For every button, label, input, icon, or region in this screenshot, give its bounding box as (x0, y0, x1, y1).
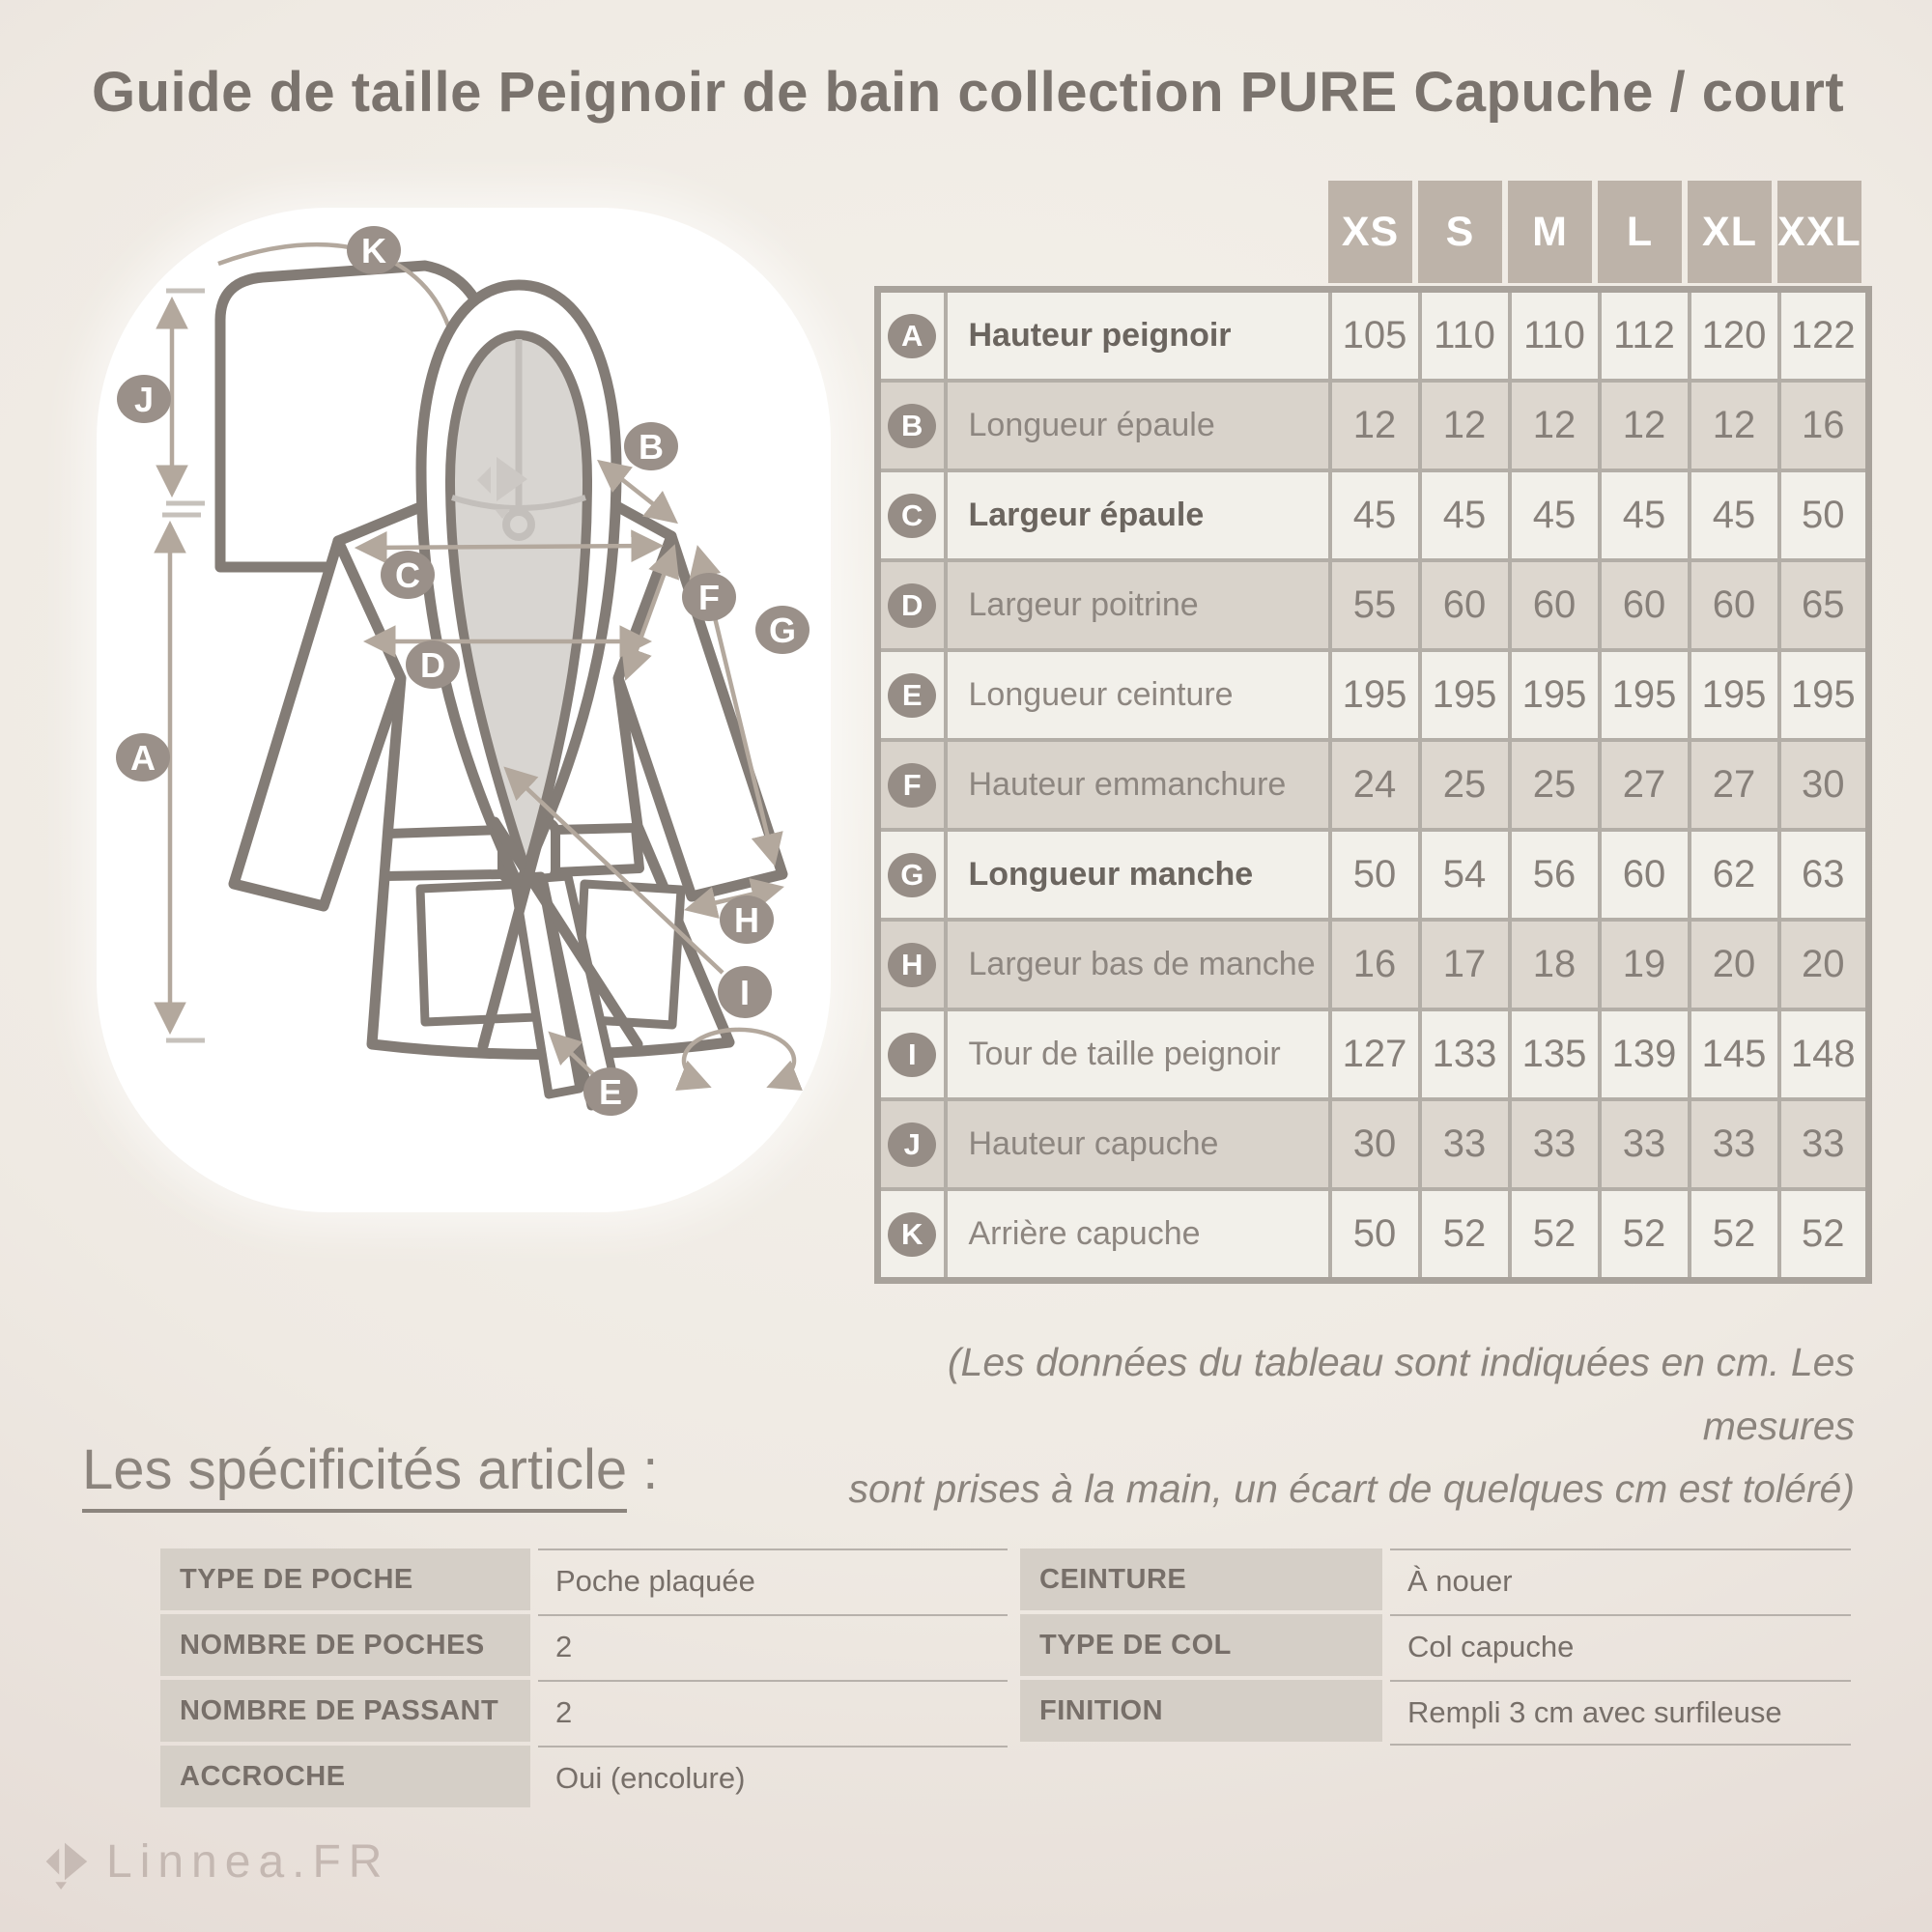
badge-E (583, 1067, 638, 1116)
svg-text:B: B (639, 427, 664, 467)
spec-value: Poche plaquée (538, 1548, 1008, 1612)
size-row-C (878, 470, 1869, 560)
row-letter-badge-E: E (888, 673, 936, 718)
size-row-E (878, 650, 1869, 740)
value-F-S: 25 (1420, 740, 1510, 830)
badge-G (755, 606, 810, 654)
value-H-XL: 20 (1690, 920, 1779, 1009)
value-B-XS: 12 (1330, 381, 1420, 470)
spec-value: À nouer (1390, 1548, 1851, 1612)
value-C-S: 45 (1420, 470, 1510, 560)
value-F-XS: 24 (1330, 740, 1420, 830)
value-J-S: 33 (1420, 1099, 1510, 1189)
value-A-M: 110 (1510, 290, 1600, 382)
value-A-S: 110 (1420, 290, 1510, 382)
value-C-XL: 45 (1690, 470, 1779, 560)
size-row-H (878, 920, 1869, 1009)
value-E-XS: 195 (1330, 650, 1420, 740)
value-F-XL: 27 (1690, 740, 1779, 830)
value-C-XS: 45 (1330, 470, 1420, 560)
badge-B (624, 422, 678, 470)
spec-label: TYPE DE POCHE (160, 1548, 530, 1610)
value-G-S: 54 (1420, 830, 1510, 920)
row-letter-cell (878, 650, 946, 740)
value-K-XL: 52 (1690, 1189, 1779, 1281)
value-I-S: 133 (1420, 1009, 1510, 1099)
value-J-M: 33 (1510, 1099, 1600, 1189)
row-letter-badge-F: F (888, 763, 936, 808)
value-F-M: 25 (1510, 740, 1600, 830)
value-D-XL: 60 (1690, 560, 1779, 650)
value-B-XL: 12 (1690, 381, 1779, 470)
value-J-XS: 30 (1330, 1099, 1420, 1189)
badge-I (718, 966, 772, 1018)
value-E-S: 195 (1420, 650, 1510, 740)
value-E-M: 195 (1510, 650, 1600, 740)
value-I-XXL: 148 (1779, 1009, 1869, 1099)
svg-text:J: J (133, 380, 155, 419)
size-row-J (878, 1099, 1869, 1189)
size-row-A (878, 290, 1869, 382)
row-letter-cell (878, 920, 946, 1009)
note-line-2: sont prises à la main, un écart de quelques cm est toléré) (848, 1466, 1855, 1512)
value-J-XXL: 33 (1779, 1099, 1869, 1189)
value-B-S: 12 (1420, 381, 1510, 470)
value-E-L: 195 (1600, 650, 1690, 740)
size-row-K (878, 1189, 1869, 1281)
svg-text:F: F (698, 578, 720, 617)
value-B-XXL: 16 (1779, 381, 1869, 470)
size-header-row (1325, 181, 1864, 283)
row-letter-badge-G: G (888, 853, 936, 897)
spec-value: Col capuche (1390, 1614, 1851, 1678)
measurement-note (792, 1331, 1855, 1521)
value-E-XXL: 195 (1779, 650, 1869, 740)
belt-left (384, 830, 502, 876)
row-letter-cell (878, 1189, 946, 1281)
measure-label: Largeur poitrine (946, 560, 1330, 650)
badge-D (406, 640, 460, 689)
measure-label: Arrière capuche (946, 1189, 1330, 1281)
value-I-M: 135 (1510, 1009, 1600, 1099)
specs-heading (82, 1437, 658, 1502)
badge-K (347, 226, 401, 274)
value-H-XS: 16 (1330, 920, 1420, 1009)
value-E-XL: 195 (1690, 650, 1779, 740)
value-K-S: 52 (1420, 1189, 1510, 1281)
brand-logo (37, 1833, 389, 1889)
measure-label: Hauteur emmanchure (946, 740, 1330, 830)
row-letter-cell (878, 830, 946, 920)
value-C-XXL: 50 (1779, 470, 1869, 560)
row-letter-badge-A: A (888, 314, 936, 358)
badge-H (720, 895, 774, 944)
size-column-header-L: L (1598, 181, 1682, 283)
row-letter-badge-I: I (888, 1033, 936, 1077)
svg-text:K: K (361, 231, 386, 270)
value-B-M: 12 (1510, 381, 1600, 470)
value-D-XXL: 65 (1779, 560, 1869, 650)
measure-label: Longueur manche (946, 830, 1330, 920)
value-K-XS: 50 (1330, 1189, 1420, 1281)
row-letter-cell (878, 1009, 946, 1099)
svg-text:I: I (739, 973, 751, 1012)
size-column-header-XXL: XXL (1777, 181, 1861, 283)
value-K-L: 52 (1600, 1189, 1690, 1281)
svg-text:D: D (420, 645, 445, 685)
value-D-L: 60 (1600, 560, 1690, 650)
row-letter-badge-D: D (888, 583, 936, 628)
spec-label: FINITION (1020, 1680, 1382, 1742)
value-C-L: 45 (1600, 470, 1690, 560)
svg-text:E: E (598, 1072, 623, 1112)
size-column-header-M: M (1508, 181, 1592, 283)
size-row-I (878, 1009, 1869, 1099)
row-letter-cell (878, 740, 946, 830)
value-H-XXL: 20 (1779, 920, 1869, 1009)
value-J-XL: 33 (1690, 1099, 1779, 1189)
spec-value: Oui (encolure) (538, 1746, 1008, 1809)
value-C-M: 45 (1510, 470, 1600, 560)
value-G-XL: 62 (1690, 830, 1779, 920)
value-D-XS: 55 (1330, 560, 1420, 650)
measure-label: Hauteur capuche (946, 1099, 1330, 1189)
specs-heading-colon: : (627, 1438, 659, 1501)
svg-text:A: A (130, 738, 156, 778)
measure-arrow-C (359, 546, 659, 548)
spec-label: CEINTURE (1020, 1548, 1382, 1610)
measure-label: Longueur épaule (946, 381, 1330, 470)
size-row-G (878, 830, 1869, 920)
value-A-L: 112 (1600, 290, 1690, 382)
value-G-L: 60 (1600, 830, 1690, 920)
value-K-M: 52 (1510, 1189, 1600, 1281)
size-column-header-S: S (1418, 181, 1502, 283)
specs-table-right (1020, 1548, 1851, 1746)
row-letter-badge-J: J (888, 1122, 936, 1167)
row-letter-cell (878, 290, 946, 382)
row-letter-cell (878, 381, 946, 470)
brand-logo-icon (37, 1833, 93, 1889)
svg-text:C: C (395, 555, 420, 595)
specs-table-left (160, 1548, 1008, 1809)
page-title: Guide de taille Peignoir de bain collection PURE Capuche / court (92, 61, 1845, 124)
badge-F (682, 573, 736, 621)
size-column-header-XS: XS (1328, 181, 1412, 283)
value-I-XL: 145 (1690, 1009, 1779, 1099)
waist-rotation-arrow (684, 1030, 794, 1086)
note-line-1: (Les données du tableau sont indiquées en cm. Les mesures (947, 1340, 1855, 1448)
value-H-M: 18 (1510, 920, 1600, 1009)
value-G-XS: 50 (1330, 830, 1420, 920)
value-A-XL: 120 (1690, 290, 1779, 382)
value-B-L: 12 (1600, 381, 1690, 470)
value-I-L: 139 (1600, 1009, 1690, 1099)
row-letter-badge-K: K (888, 1212, 936, 1257)
row-letter-cell (878, 1099, 946, 1189)
row-letter-cell (878, 470, 946, 560)
row-letter-cell (878, 560, 946, 650)
measure-label: Tour de taille peignoir (946, 1009, 1330, 1099)
bathrobe-diagram (97, 208, 831, 1212)
size-row-D (878, 560, 1869, 650)
value-F-L: 27 (1600, 740, 1690, 830)
spec-value: 2 (538, 1680, 1008, 1744)
spec-value: 2 (538, 1614, 1008, 1678)
value-H-L: 19 (1600, 920, 1690, 1009)
spec-label: TYPE DE COL (1020, 1614, 1382, 1676)
value-J-L: 33 (1600, 1099, 1690, 1189)
measure-label: Hauteur peignoir (946, 290, 1330, 382)
row-letter-badge-C: C (888, 494, 936, 538)
svg-text:H: H (734, 900, 759, 940)
value-A-XXL: 122 (1779, 290, 1869, 382)
value-A-XS: 105 (1330, 290, 1420, 382)
badge-J (117, 375, 171, 423)
value-F-XXL: 30 (1779, 740, 1869, 830)
svg-text:G: G (768, 611, 797, 650)
spec-value: Rempli 3 cm avec surfileuse (1390, 1680, 1851, 1746)
badge-A (116, 733, 170, 781)
spec-label: NOMBRE DE POCHES (160, 1614, 530, 1676)
row-letter-badge-H: H (888, 943, 936, 987)
value-D-S: 60 (1420, 560, 1510, 650)
badge-C (381, 551, 435, 599)
measure-label: Largeur épaule (946, 470, 1330, 560)
size-row-F (878, 740, 1869, 830)
value-I-XS: 127 (1330, 1009, 1420, 1099)
size-row-B (878, 381, 1869, 470)
spec-label: ACCROCHE (160, 1746, 530, 1807)
measure-label: Largeur bas de manche (946, 920, 1330, 1009)
row-letter-badge-B: B (888, 404, 936, 448)
size-column-header-XL: XL (1688, 181, 1772, 283)
size-table (874, 286, 1872, 1284)
value-H-S: 17 (1420, 920, 1510, 1009)
brand-logo-text: Linnea.FR (106, 1835, 390, 1888)
value-K-XXL: 52 (1779, 1189, 1869, 1281)
spec-label: NOMBRE DE PASSANT (160, 1680, 530, 1742)
diagram-panel (97, 208, 831, 1212)
belt-right (555, 828, 639, 872)
specs-heading-text: Les spécificités article (82, 1438, 627, 1513)
value-D-M: 60 (1510, 560, 1600, 650)
measure-label: Longueur ceinture (946, 650, 1330, 740)
value-G-XXL: 63 (1779, 830, 1869, 920)
value-G-M: 56 (1510, 830, 1600, 920)
